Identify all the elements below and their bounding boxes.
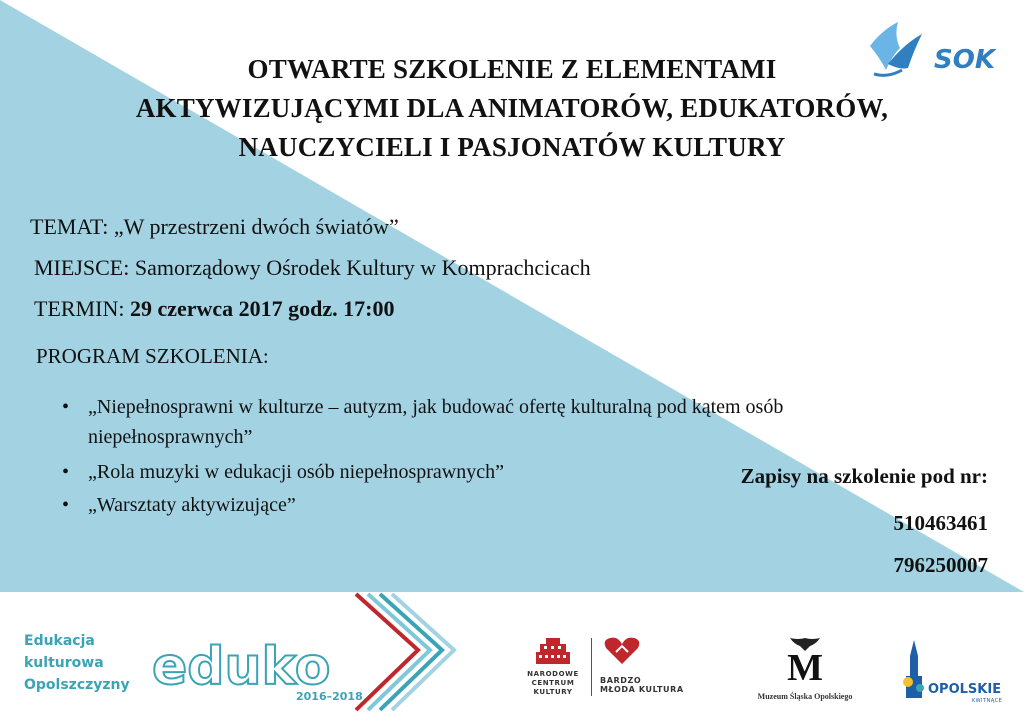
- bmk-line-2: MŁODA KULTURA: [600, 685, 684, 694]
- date-label: TERMIN:: [34, 296, 130, 321]
- edukacja-line-3: Opolszczyzny: [24, 677, 130, 693]
- program-item-text: „Warsztaty aktywizujące”: [88, 494, 296, 516]
- program-item: [62, 490, 296, 520]
- date-value: 29 czerwca 2017 godz. 17:00: [129, 296, 395, 321]
- eduko-logo: [146, 592, 466, 724]
- title-line-2: AKTYWIZUJĄCYMI DLA ANIMATORÓW, EDUKATORÓW,: [135, 93, 889, 123]
- registration-label: Zapisy na szkolenie pod nr:: [740, 464, 988, 488]
- bullet-icon: •: [62, 396, 70, 418]
- nck-emblem: [536, 638, 570, 664]
- eduko-years: 2016–2018: [296, 690, 363, 703]
- bmk-heart-icon: [602, 636, 642, 666]
- opolskie-text: OPOLSKIE: [928, 682, 1002, 697]
- edukacja-line-1: Edukacja: [24, 633, 95, 649]
- program-item-text: „Rola muzyki w edukacji osób niepełnosprawnych”: [88, 461, 504, 483]
- nck-line-1: NARODOWE: [527, 670, 579, 678]
- registration-phone-2: 796250007: [893, 553, 988, 577]
- sok-logo-text: SOK: [934, 45, 995, 75]
- program-item: [62, 392, 784, 452]
- program-item-text-cont: niepełnosprawnych”: [88, 426, 253, 448]
- opolskie-tower-icon: [900, 640, 928, 698]
- nck-line-3: KULTURY: [533, 688, 573, 696]
- place-value: Samorządowy Ośrodek Kultury w Komprachcicach: [134, 255, 591, 280]
- place-label: MIEJSCE:: [34, 255, 135, 280]
- edukacja-line-2: kulturowa: [24, 655, 104, 671]
- title-line-3: NAUCZYCIELI I PASJONATÓW KULTURY: [238, 132, 786, 162]
- divider: [591, 638, 592, 696]
- muzeum-name: Muzeum Śląska Opolskiego: [757, 692, 853, 701]
- title-line-1: OTWARTE SZKOLENIE Z ELEMENTAMI: [247, 54, 777, 84]
- bullet-icon: •: [62, 461, 70, 483]
- bmk-line-1: BARDZO: [600, 676, 642, 685]
- date-line: [34, 296, 395, 322]
- nck-text: [524, 670, 582, 697]
- program-item: [62, 457, 504, 487]
- program-item-text: „Niepełnosprawni w kulturze – autyzm, jak budować ofertę kulturalną pod kątem osób: [88, 396, 784, 418]
- topic-line: [30, 214, 399, 240]
- footer-logos: [0, 592, 1024, 724]
- program-heading: PROGRAM SZKOLENIA:: [36, 344, 269, 368]
- registration-phone-1: 510463461: [893, 511, 988, 535]
- opolskie-sub: KWITNĄCE: [972, 698, 1003, 704]
- topic-label: TEMAT:: [30, 214, 114, 239]
- nck-line-2: CENTRUM: [531, 679, 575, 687]
- bmk-text: [600, 676, 684, 694]
- eduko-wordmark: eduko: [152, 637, 331, 697]
- muzeum-letter: M: [787, 647, 823, 689]
- place-line: [34, 255, 591, 281]
- bullet-icon: •: [62, 494, 70, 516]
- topic-value: „W przestrzeni dwóch światów”: [113, 214, 399, 239]
